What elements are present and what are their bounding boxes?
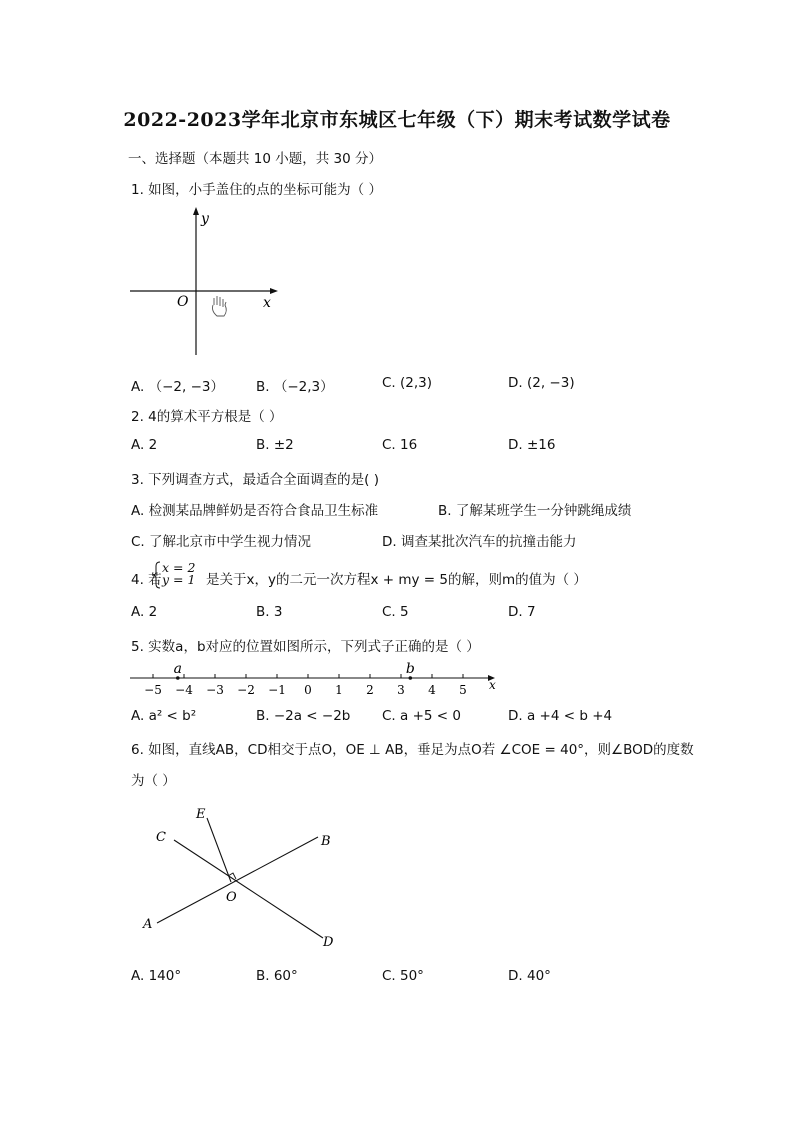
question-6-stem-line-2: 为（ ）: [131, 773, 176, 789]
equation-system: [162, 562, 195, 586]
number-line-tick-label: 2: [366, 683, 374, 697]
number-line-tick-label: 5: [459, 683, 467, 697]
label-a: A: [143, 917, 153, 932]
number-line-tick-label: 0: [304, 683, 312, 697]
label-o: O: [226, 890, 237, 905]
q5-option-a: A. a² < b²: [131, 708, 197, 724]
question-4-stem-prefix: 4. 若: [131, 572, 162, 588]
point-b-label: b: [405, 661, 415, 677]
q6-option-b: B. 60°: [256, 968, 298, 984]
point-a-label: a: [173, 661, 182, 677]
number-line-axis-label: x: [489, 678, 496, 692]
q3-option-b: B. 了解某班学生一分钟跳绳成绩: [438, 503, 632, 519]
question-4-stem: 是关于x，y的二元一次方程x + my = 5的解，则m的值为（ ）: [206, 572, 587, 588]
question-1-stem: 1. 如图，小手盖住的点的坐标可能为（ ）: [131, 182, 382, 198]
q1-option-b: B. （−2,3）: [256, 379, 334, 395]
label-e: E: [196, 807, 206, 822]
number-line-tick-label: −5: [144, 683, 162, 697]
number-line-figure: [125, 657, 505, 701]
section-heading: 一、选择题（本题共 10 小题，共 30 分）: [128, 151, 383, 167]
q6-option-c: C. 50°: [382, 968, 424, 984]
label-b: B: [321, 834, 331, 849]
q4-option-c: C. 5: [382, 604, 409, 620]
number-line-tick-label: −4: [175, 683, 193, 697]
q1-option-c: C. (2,3): [382, 375, 433, 391]
question-3-stem: 3. 下列调查方式，最适合全面调查的是( ): [131, 472, 379, 488]
q4-option-a: A. 2: [131, 604, 158, 620]
exam-title: 2022-2023学年北京市东城区七年级（下）期末考试数学试卷: [123, 109, 671, 131]
hand-icon: [213, 296, 227, 316]
equation-line-1: x = 2: [162, 560, 196, 575]
q2-option-d: D. ±16: [508, 437, 556, 453]
label-d: D: [323, 935, 334, 950]
q3-option-c: C. 了解北京市中学生视力情况: [131, 534, 312, 550]
q6-option-d: D. 40°: [508, 968, 551, 984]
number-line-tick-label: −3: [206, 683, 224, 697]
question-6-stem-line-1: 6. 如图，直线AB，CD相交于点O，OE ⊥ AB，垂足为点O若 ∠COE = 40°，则∠BOD的度数: [131, 742, 694, 758]
q1-option-d: D. (2, −3): [508, 375, 575, 391]
label-c: C: [156, 830, 166, 845]
q2-option-c: C. 16: [382, 437, 418, 453]
equation-brace: [152, 561, 162, 589]
q3-option-d: D. 调查某批次汽车的抗撞击能力: [382, 534, 577, 550]
number-line-tick-label: 1: [335, 683, 343, 697]
coordinate-plane-figure: [125, 205, 285, 360]
q5-option-b: B. −2a < −2b: [256, 708, 351, 724]
question-2-stem: 2. 4的算术平方根是（ ）: [131, 409, 283, 425]
number-line-tick-label: 4: [428, 683, 436, 697]
origin-label: O: [177, 294, 189, 310]
q5-option-d: D. a +4 < b +4: [508, 708, 613, 724]
q4-option-b: B. 3: [256, 604, 283, 620]
q2-option-a: A. 2: [131, 437, 158, 453]
q6-option-a: A. 140°: [131, 968, 182, 984]
q1-option-a: A. （−2, −3）: [131, 379, 224, 395]
number-line-tick-label: −1: [268, 683, 286, 697]
intersecting-lines-figure: [135, 800, 350, 955]
number-line-tick-label: 3: [397, 683, 405, 697]
y-axis-label: y: [201, 211, 209, 227]
q4-option-d: D. 7: [508, 604, 536, 620]
equation-line-2: y = 1: [162, 572, 196, 587]
question-5-stem: 5. 实数a，b对应的位置如图所示，下列式子正确的是（ ）: [131, 639, 480, 655]
q3-option-a: A. 检测某品牌鲜奶是否符合食品卫生标准: [131, 503, 379, 519]
number-line-tick-label: −2: [237, 683, 255, 697]
x-axis-label: x: [263, 295, 271, 311]
q2-option-b: B. ±2: [256, 437, 294, 453]
q5-option-c: C. a +5 < 0: [382, 708, 461, 724]
